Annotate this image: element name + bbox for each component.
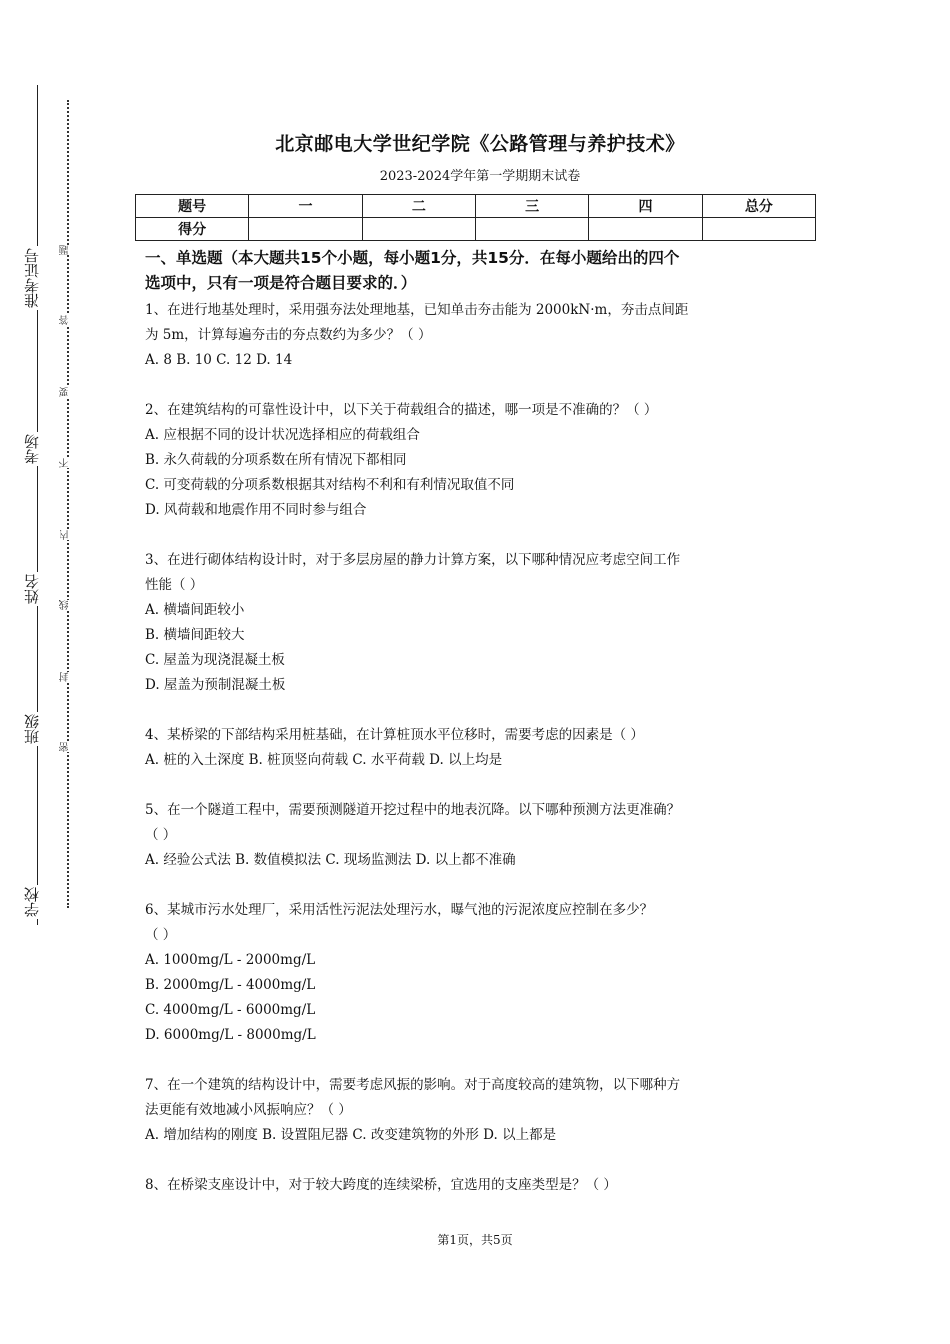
score-entry-cell [702, 218, 815, 241]
student-name-label: 姓名 [23, 574, 41, 604]
question-line: 为 5m，计算每遍夯击的夯点数约为多少？（ ） [145, 327, 432, 343]
question-line: 性能（ ） [145, 577, 204, 593]
question-line: （ ） [145, 927, 177, 943]
question-option: B. 2000mg/L - 4000mg/L [145, 977, 316, 993]
question-options: A. 增加结构的刚度 B. 设置阻尼器 C. 改变建筑物的外形 D. 以上都是 [145, 1127, 557, 1143]
score-entry-cell [362, 218, 475, 241]
seal-char: 答 [60, 315, 76, 325]
question-option: D. 风荷载和地震作用不同时参与组合 [145, 502, 367, 518]
question-line: 8、在桥梁支座设计中，对于较大跨度的连续梁桥，宜选用的支座类型是？（ ） [145, 1177, 617, 1193]
class-label: 班级 [23, 714, 41, 744]
question-line: 1、在进行地基处理时，采用强夯法处理地基，已知单击夯击能为 2000kN·m，夯击点间距 [145, 302, 689, 318]
question-option: A. 1000mg/L - 2000mg/L [145, 952, 316, 968]
score-table-header-row [136, 195, 816, 218]
section-heading-line: 选项中，只有一项是符合题目要求的．） [145, 274, 417, 292]
question-option: C. 可变荷载的分项系数根据其对结构不利和有利情况取值不同 [145, 477, 515, 493]
seal-char: 题 [60, 245, 76, 255]
score-table-cell: 一 [249, 195, 362, 218]
question-line: 5、在一个隧道工程中，需要预测隧道开挖过程中的地表沉降。以下哪种预测方法更准确？ [145, 802, 681, 818]
seal-char: 要 [60, 387, 76, 397]
score-entry-cell [249, 218, 362, 241]
score-table-cell: 三 [475, 195, 588, 218]
question-options: A. 经验公式法 B. 数值模拟法 C. 现场监测法 D. 以上都不准确 [145, 852, 516, 868]
section-heading [145, 246, 815, 296]
question-option: D. 屋盖为预制混凝土板 [145, 677, 286, 693]
question-line: 6、某城市污水处理厂，采用活性污泥法处理污水，曝气池的污泥浓度应控制在多少？ [145, 902, 654, 918]
exam-number-label: 准考证号 [23, 248, 41, 308]
question-line: 7、在一个建筑的结构设计中，需要考虑风振的影响。对于高度较高的建筑物，以下哪种方 [145, 1077, 681, 1093]
question-6 [145, 898, 815, 1048]
question-3 [145, 548, 815, 698]
exam-subtitle: 2023-2024学年第一学期期末试卷 [379, 169, 581, 184]
score-table [135, 194, 816, 241]
seal-char: 线 [60, 600, 76, 610]
score-table-cell: 得分 [136, 218, 249, 241]
seal-char: 密 [60, 742, 76, 752]
title-block [145, 130, 815, 186]
question-option: C. 4000mg/L - 6000mg/L [145, 1002, 316, 1018]
school-label: 学校 [23, 887, 41, 917]
question-line: 法更能有效地减小风振响应？（ ） [145, 1102, 352, 1118]
question-7 [145, 1073, 815, 1148]
question-option: A. 应根据不同的设计状况选择相应的荷载组合 [145, 427, 420, 443]
page-footer: 第1页，共5页 [437, 1233, 513, 1247]
exam-room-label: 考场 [23, 434, 41, 464]
exam-content [145, 246, 815, 1223]
score-entry-cell [475, 218, 588, 241]
question-options: A. 桩的入土深度 B. 桩顶竖向荷载 C. 水平荷载 D. 以上均是 [145, 752, 503, 768]
score-table-cell: 四 [589, 195, 702, 218]
question-option: B. 永久荷载的分项系数在所有情况下都相同 [145, 452, 407, 468]
question-option: C. 屋盖为现浇混凝土板 [145, 652, 285, 668]
score-table-cell: 二 [362, 195, 475, 218]
score-table-score-row [136, 218, 816, 241]
question-1 [145, 298, 815, 373]
exam-title: 北京邮电大学世纪学院《公路管理与养护技术》 [275, 133, 685, 155]
question-line: （ ） [145, 827, 177, 843]
seal-char: 不 [60, 458, 76, 468]
question-5 [145, 798, 815, 873]
binding-solid-line [37, 85, 38, 925]
question-line: 3、在进行砌体结构设计时，对于多层房屋的静力计算方案，以下哪种情况应考虑空间工作 [145, 552, 681, 568]
question-options: A. 8 B. 10 C. 12 D. 14 [145, 352, 293, 368]
question-option: D. 6000mg/L - 8000mg/L [145, 1027, 316, 1043]
question-line: 4、某桥梁的下部结构采用桩基础，在计算桩顶水平位移时，需要考虑的因素是（ ） [145, 727, 644, 743]
binding-dotted-line [67, 100, 69, 908]
section-heading-line: 一、单选题（本大题共15个小题，每小题1分，共15分．在每小题给出的四个 [145, 249, 680, 267]
score-table-cell: 总分 [702, 195, 815, 218]
seal-char: 封 [60, 672, 76, 682]
question-2 [145, 398, 815, 523]
question-4 [145, 723, 815, 773]
seal-char: 内 [60, 530, 76, 540]
question-option: A. 横墙间距较小 [145, 602, 245, 618]
score-table-cell: 题号 [136, 195, 249, 218]
question-8 [145, 1173, 815, 1198]
binding-margin [0, 0, 110, 1344]
score-entry-cell [589, 218, 702, 241]
question-line: 2、在建筑结构的可靠性设计中，以下关于荷载组合的描述，哪一项是不准确的？（ ） [145, 402, 658, 418]
question-option: B. 横墙间距较大 [145, 627, 245, 643]
